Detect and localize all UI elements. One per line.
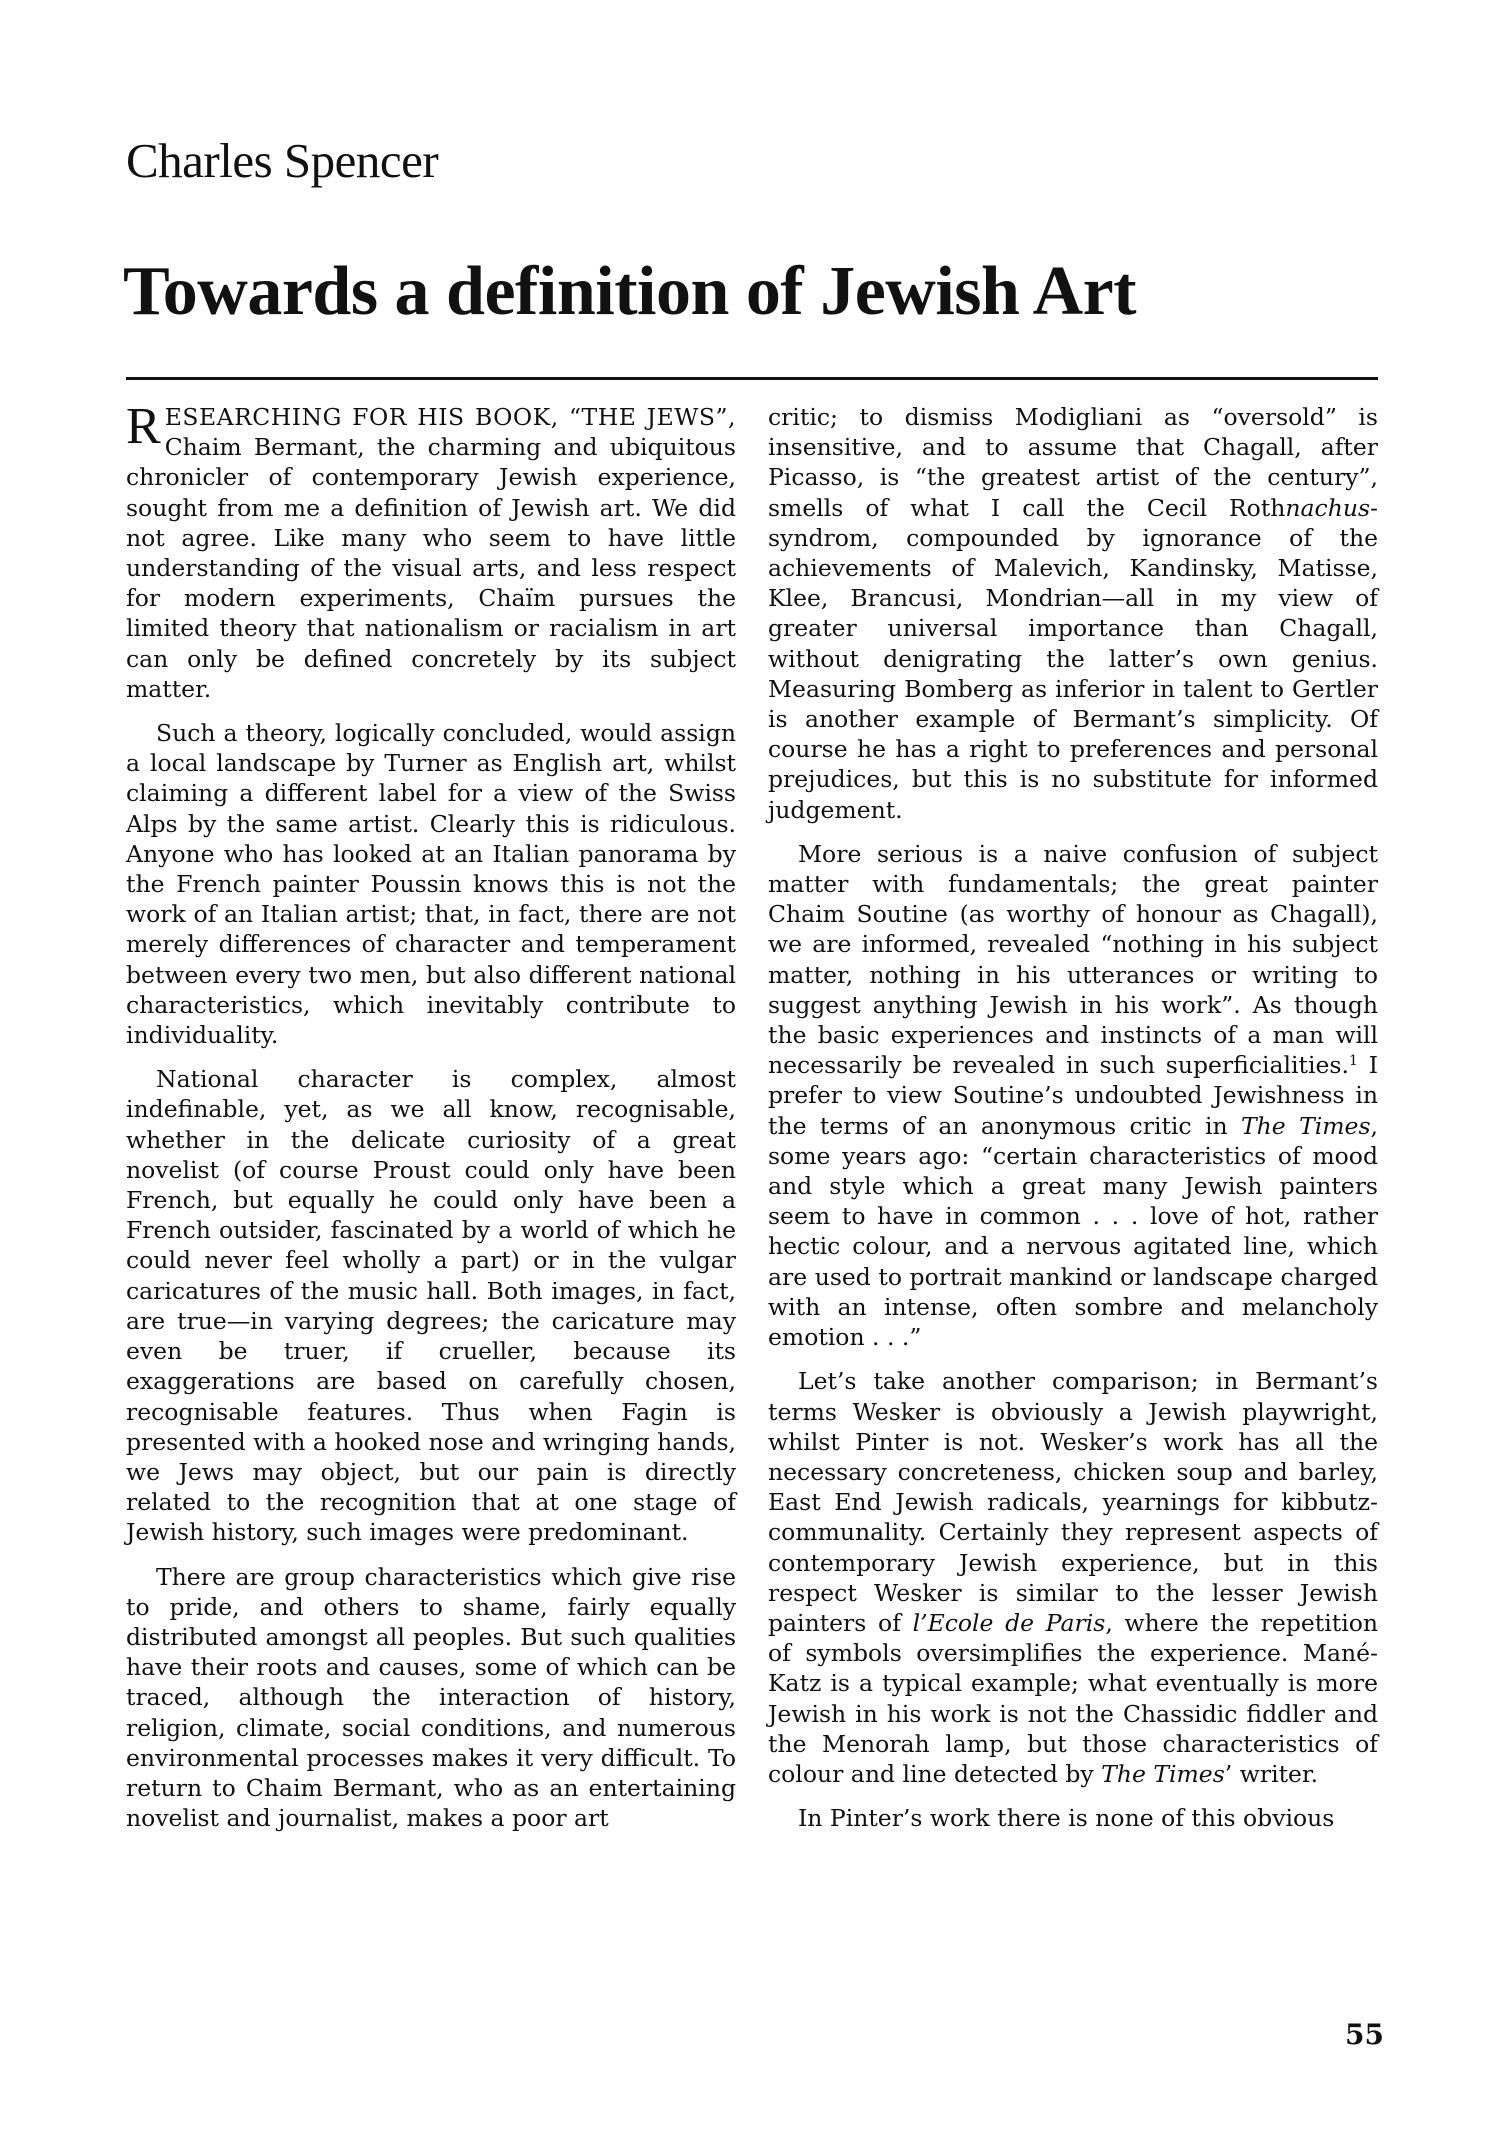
- page-number: 55: [1345, 2018, 1384, 2051]
- text-run: , some years ago: “certain characteristics of mood and style which a great many Jewish painters seem to have in common . . . love of hot, rather hectic colour, and a nervous agitated line, which are used to portrait mankind or landscape charged with an intense, often sombre and melancholy emotion . . .”: [768, 1111, 1378, 1352]
- left-column: [126, 398, 736, 1847]
- text-run: ’ writer.: [1224, 1759, 1319, 1788]
- left-paragraph-1: [126, 398, 736, 704]
- left-paragraph-3: National character is complex, almost indefinable, yet, as we all know, recognisable, whether in the delicate curiosity of a great novelist (of course Proust could only have been French, but equally he could only have been a French outsider, fascinated by a world of which he could never feel wholly a part) or in the vulgar caricatures of the music hall. Both images, in fact, are true—in varying degrees; the caricature may even be truer, if crueller, because its exaggerations are based on carefully chosen, recognisable features. Thus when Fagin is presented with a hooked nose and wringing hands, we Jews may object, but our pain is directly related to the recognition that at one stage of Jewish history, such images were predominant.: [126, 1065, 736, 1547]
- left-paragraph-4: There are group characteristics which give rise to pride, and others to shame, fairly equally distributed amongst all peoples. But such qualities have their roots and causes, some of which can be traced, although the interaction of history, religion, climate, social conditions, and numerous environmental processes makes it very difficult. To return to Chaim Bermant, who as an entertaining novelist and journalist, makes a poor art: [126, 1562, 736, 1833]
- text-run: I prefer to view Soutine’s undoubted Jewishness in the terms of an anonymous critic in: [768, 1051, 1378, 1140]
- right-paragraph-3: [768, 1366, 1378, 1789]
- italic-run: l’Ecole de Paris: [912, 1608, 1106, 1637]
- right-column: [768, 402, 1378, 1847]
- right-paragraph-1: [768, 402, 1378, 825]
- text-run: critic; to dismiss Modigliani as “oversold” is insensitive, and to assume that Chagall, after Picasso, is “the greatest artist of the century”, smells of what I call the Cecil Roth: [768, 403, 1378, 522]
- paragraph-text: Chaim Bermant, the charming and ubiquitous chronicler of contemporary Jewish experience, sought from me a definition of Jewish art. We did not agree. Like many who seem to have little understanding of the visual arts, and less respect for modern experiments, Chaïm pursues the limited theory that nationalism or racialism in art can only be defined concretely by its subject matter.: [126, 433, 736, 703]
- italic-run: nachus: [1285, 493, 1371, 522]
- text-run: -syndrom, compounded by ignorance of the achievements of Malevich, Kandinsky, Matisse, Klee, Brancusi, Mondrian—all in my view of greater universal importance than Chagall, without denigrating the latter’s own genius. Measuring Bomberg as inferior in talent to Gertler is another example of Bermant’s simplicity. Of course he has a right to preferences and personal prejudices, but this is no substitute for informed judgement.: [768, 493, 1378, 824]
- right-paragraph-4: In Pinter’s work there is none of this obvious: [798, 1804, 1335, 1833]
- drop-cap: R: [126, 398, 161, 455]
- title-rule: [126, 377, 1378, 380]
- italic-run: The Times: [1240, 1111, 1371, 1140]
- article-title: Towards a definition of Jewish Art: [123, 253, 1137, 330]
- lead-in: ESEARCHING FOR HIS BOOK, “THE JEWS”,: [164, 403, 736, 431]
- author-name: Charles Spencer: [126, 133, 439, 188]
- left-paragraph-2: Such a theory, logically concluded, would assign a local landscape by Turner as English art, whilst claiming a different label for a view of the Swiss Alps by the same artist. Clearly this is ridiculous. Anyone who has looked at an Italian panorama by the French painter Poussin knows this is not the work of an Italian artist; that, in fact, there are not merely differences of character and temperament between every two men, but also different national characteristics, which inevitably contribute to individuality.: [126, 719, 736, 1050]
- footnote-ref: 1: [1348, 1053, 1358, 1070]
- text-run: Let’s take another comparison; in Bermant’s terms Wesker is obviously a Jewish playwright, whilst Pinter is not. Wesker’s work has all the necessary concreteness, chicken soup and barley, East End Jewish radicals, yearnings for kibbutz-communality. Certainly they represent aspects of contemporary Jewish experience, but in this respect Wesker is similar to the lesser Jewish painters of: [768, 1367, 1378, 1637]
- right-paragraph-2: [768, 839, 1378, 1352]
- text-run: More serious is a naive confusion of subject matter with fundamentals; the great painter Chaim Soutine (as worthy of honour as Chagall), we are informed, revealed “nothing in his subject matter, nothing in his utterances or writing to suggest anything Jewish in his work”. As though the basic experiences and instincts of a man will necessarily be revealed in such superficialities.: [768, 839, 1378, 1080]
- italic-run: The Times: [1101, 1759, 1225, 1788]
- text-run: , where the repetition of symbols oversimplifies the experience. Mané-Katz is a typical example; what eventually is more Jewish in his work is not the Chassidic fiddler and the Menorah lamp, but those characteristics of colour and line detected by: [768, 1608, 1378, 1788]
